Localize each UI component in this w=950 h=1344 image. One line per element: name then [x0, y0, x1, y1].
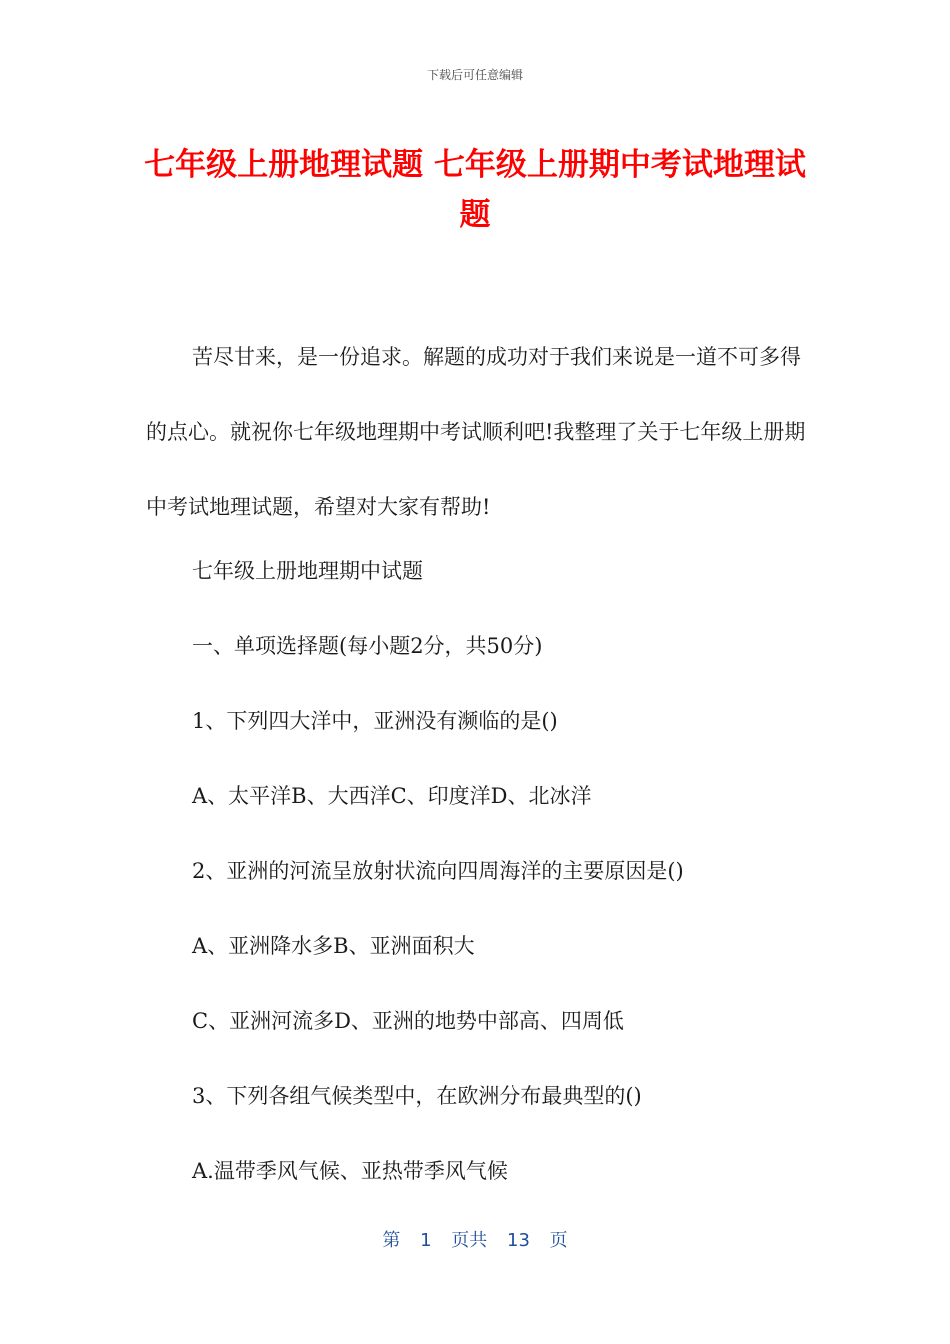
question-2-options-cd: C、亚洲河流多D、亚洲的地势中部高、四周低 — [192, 1009, 624, 1033]
header-note: 下载后可任意编辑 — [426, 68, 523, 82]
footer-suffix: 页 — [549, 1230, 568, 1251]
question-1-options: A、太平洋B、大西洋C、印度洋D、北冰洋 — [192, 784, 592, 808]
footer-total-pages: 13 — [507, 1230, 530, 1251]
question-2-options-ab: A、亚洲降水多B、亚洲面积大 — [192, 934, 475, 958]
question-section-title: 一、单项选择题(每小题2分，共50分) — [192, 634, 543, 658]
intro-paragraph: 苦尽甘来，是一份追求。解题的成功对于我们来说是一道不可多得的点心。就祝你七年级地理期中考试顺利吧!我整理了关于七年级上册期中考试地理试题，希望对大家有帮助! — [146, 345, 806, 519]
question-3: 3、下列各组气候类型中，在欧洲分布最典型的() — [192, 1084, 642, 1108]
page-footer — [0, 1226, 950, 1252]
footer-prefix: 第 — [382, 1230, 401, 1251]
question-2: 2、亚洲的河流呈放射状流向四周海洋的主要原因是() — [192, 859, 684, 883]
document-title: 七年级上册地理试题 七年级上册期中考试地理试题 — [144, 147, 806, 233]
footer-middle: 页共 — [451, 1230, 488, 1251]
section-heading: 七年级上册地理期中试题 — [192, 559, 423, 583]
question-3-option-a: A.温带季风气候、亚热带季风气候 — [192, 1159, 508, 1183]
question-1: 1、下列四大洋中，亚洲没有濒临的是() — [192, 709, 558, 733]
footer-page-number: 1 — [420, 1230, 432, 1251]
